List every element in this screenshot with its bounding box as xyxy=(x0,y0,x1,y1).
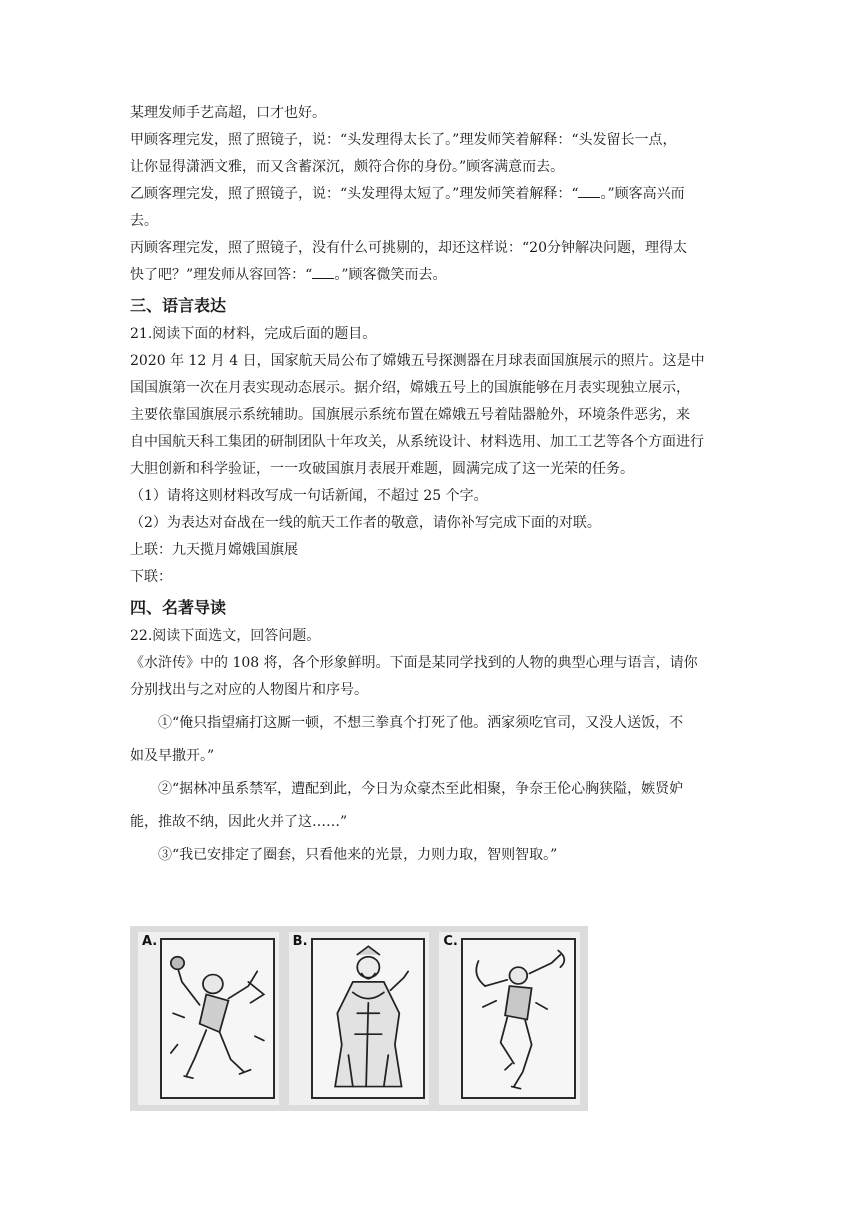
couplet-upper: 上联：九天揽月嫦娥国旗展 xyxy=(130,542,298,558)
answer-blank-2 xyxy=(312,265,334,279)
answer-blank-1 xyxy=(578,184,600,198)
customer-a-line1: 甲顾客理完发，照了照镜子，说：“头发理得太长了。”理发师笑着解释：“头发留长一点， xyxy=(130,132,677,148)
section3-heading: 三、语言表达 xyxy=(130,296,227,315)
figure-panel-b xyxy=(289,932,430,1105)
character-figure xyxy=(130,926,588,1111)
q21-sub2: （2）为表达对奋战在一线的航天工作者的敬意，请你补写完成下面的对联。 xyxy=(130,515,601,531)
section4-heading: 四、名著导读 xyxy=(130,598,227,617)
customer-b-text-before: 乙顾客理完发，照了照镜子，说：“头发理得太短了。”理发师笑着解释：“ xyxy=(130,186,579,202)
story-intro: 某理发师手艺高超，口才也好。 xyxy=(130,105,326,121)
material-line: 国国旗第一次在月表实现动态展示。据介绍，嫦娥五号上的国旗能够在月表实现独立展示， xyxy=(130,380,690,396)
figure-panel-c xyxy=(439,932,580,1105)
quote3: ③“我已安排定了圈套，只看他来的光景，力则力取，智则智取。” xyxy=(158,847,558,863)
material-line: 主要依靠国旗展示系统辅助。国旗展示系统布置在嫦娥五号着陆器舱外，环境条件恶劣，来 xyxy=(130,407,690,423)
customer-c-line1: 丙顾客理完发，照了照镜子，没有什么可挑剔的，却还这样说：“20分钟解决问题，理得太 xyxy=(130,240,687,256)
figure-label-a: A. xyxy=(142,934,158,949)
material-line: 大胆创新和科学验证，一一攻破国旗月表展开难题，圆满完成了这一光荣的任务。 xyxy=(130,461,634,477)
quote1-line2: 如及早撒开。” xyxy=(130,748,215,764)
q22-prompt: 22.阅读下面选文，回答问题。 xyxy=(130,628,321,644)
material-line: 自中国航天科工集团的研制团队十年攻关，从系统设计、材料选用、加工工艺等各个方面进行 xyxy=(130,434,704,450)
q22-desc-line2: 分别找出与之对应的人物图片和序号。 xyxy=(130,682,368,698)
character-illustration-c xyxy=(461,938,576,1099)
customer-c-text-before: 快了吧？”理发师从容回答：“ xyxy=(130,267,313,283)
customer-b-text-after: 。”顾客高兴而 xyxy=(600,186,685,202)
customer-c-line2 xyxy=(130,262,730,289)
character-illustration-b xyxy=(311,938,426,1099)
quote2-line1: ②“据林冲虽系禁军，遭配到此，今日为众豪杰至此相聚，争奈王伦心胸狭隘，嫉贤妒 xyxy=(158,781,684,797)
character-illustration-a xyxy=(160,938,275,1099)
material-line: 2020 年 12 月 4 日，国家航天局公布了嫦娥五号探测器在月球表面国旗展示的照片。这是中 xyxy=(130,353,705,369)
quote2-line2: 能，推故不纳，因此火并了这……” xyxy=(130,814,348,830)
figure-panel-a xyxy=(138,932,279,1105)
document-page xyxy=(130,100,730,869)
figure-label-b: B. xyxy=(292,934,308,949)
q22-desc-line1: 《水浒传》中的 108 将，各个形象鲜明。下面是某同学找到的人物的典型心理与语言，请你 xyxy=(130,655,698,671)
q21-sub1: （1）请将这则材料改写成一句话新闻，不超过 25 个字。 xyxy=(130,488,488,504)
customer-b-line1 xyxy=(130,181,730,208)
quote1-line1: ①“俺只指望痛打这厮一顿，不想三拳真个打死了他。洒家须吃官司，又没人送饭，不 xyxy=(158,715,684,731)
customer-b-line2: 去。 xyxy=(130,213,158,229)
customer-c-text-after: 。”顾客微笑而去。 xyxy=(334,267,447,283)
couplet-lower: 下联： xyxy=(130,569,172,585)
figure-label-c: C. xyxy=(443,934,458,949)
customer-a-line2: 让你显得潇洒文雅，而又含蓄深沉，颇符合你的身份。”顾客满意而去。 xyxy=(130,159,565,175)
q21-prompt: 21.阅读下面的材料，完成后面的题目。 xyxy=(130,326,377,342)
